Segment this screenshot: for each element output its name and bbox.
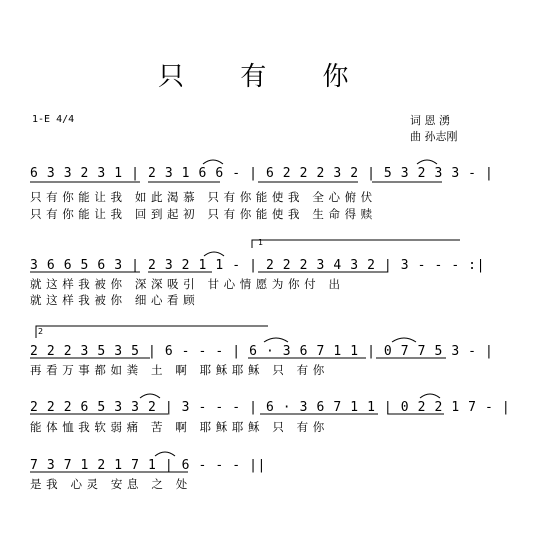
lyric-line-3: 再看万事都如粪 土 啊 耶稣耶稣 只 有你 xyxy=(30,363,329,377)
slur-mark xyxy=(140,394,160,398)
volta-bracket-2 xyxy=(36,326,268,338)
lyric-line-2a: 就这样我被你 深深吸引 甘心情愿为你付 出 xyxy=(30,277,345,291)
notation-line-3: 2 2 2 3 5 3 5 | 6 - - - | 6 · 3 6 7 1 1 | 0 7 7 5 3 - | xyxy=(30,344,494,359)
lyric-line-2b: 就这样我被你 细心看顾 xyxy=(30,293,200,307)
ending-marker-2: 2 xyxy=(38,327,44,336)
ending-marker-1: 1 xyxy=(258,238,264,247)
notation-line-2: 3 6 6 5 6 3 | 2 3 2 1 1 - | 2 2 2 3 4 3 2 | 3 - - - :| xyxy=(30,258,486,273)
slur-mark xyxy=(204,252,224,256)
notation-line-5: 7 3 7 1 2 1 7 1 | 6 - - - || xyxy=(30,458,266,473)
slur-mark xyxy=(203,160,223,164)
slur-mark xyxy=(420,394,440,398)
song-title: 只 有 你 xyxy=(158,62,373,92)
lyric-line-5: 是我 心灵 安息 之 处 xyxy=(30,477,192,491)
slur-mark xyxy=(417,160,437,164)
lyric-line-1b: 只有你能让我 回到起初 只有你能使我 生命得赎 xyxy=(30,207,377,221)
lyric-line-1a: 只有你能让我 如此渴慕 只有你能使我 全心俯伏 xyxy=(30,190,377,204)
lyric-line-4: 能体恤我软弱痛 苦 啊 耶稣耶稣 只 有你 xyxy=(30,420,329,434)
composer-credit: 曲 孙志刚 xyxy=(410,130,458,143)
volta-bracket-1 xyxy=(252,240,460,248)
slur-mark xyxy=(155,452,175,456)
notation-line-4: 2 2 2 6 5 3 3 2 | 3 - - - | 6 · 3 6 7 1 1 | 0 2 2 1 7 - | xyxy=(30,400,511,415)
lyricist-credit: 词 恩 湧 xyxy=(410,114,450,127)
slur-mark xyxy=(392,338,416,342)
notation-line-1: 6 3 3 2 3 1 | 2 3 1 6 6 - | 6 2 2 2 3 2 | 5 3 2 3 3 - | xyxy=(30,166,494,181)
slur-mark xyxy=(264,338,288,342)
key-signature: 1-E 4/4 xyxy=(32,114,75,125)
